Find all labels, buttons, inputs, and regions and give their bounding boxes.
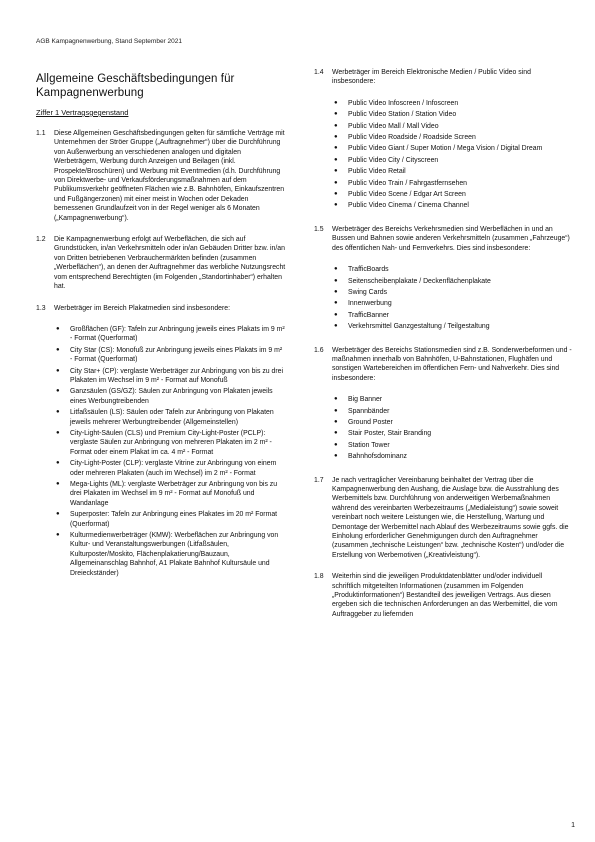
bullet-icon: ●	[56, 532, 60, 539]
paragraph-1-3	[36, 304, 286, 313]
bullet-icon: ●	[334, 266, 338, 273]
paragraph-1-5	[314, 225, 572, 253]
list-item: ● Stair Poster, Stair Branding	[334, 430, 432, 438]
paragraph-number: 1.3	[36, 304, 46, 312]
list-item: ● TrafficBanner	[334, 311, 389, 319]
section-heading: Ziffer 1 Vertragsgegenstand	[36, 108, 129, 117]
paragraph-1-1	[36, 129, 286, 223]
list-item: ● Station Tower	[334, 441, 390, 449]
bullet-icon: ●	[334, 122, 338, 129]
list-item: ● Innenwerbung	[334, 300, 392, 308]
list-item: ● Public Video Scene / Edgar Art Screen	[334, 191, 466, 199]
bullet-icon: ●	[334, 300, 338, 307]
document-title: Allgemeine Geschäftsbedingungen für Kampagnenwerbung	[36, 73, 235, 99]
bullet-icon: ●	[334, 323, 338, 330]
bullet-icon: ●	[334, 111, 338, 118]
bullet-icon: ●	[334, 277, 338, 284]
list-item: ● Verkehrsmittel Ganzgestaltung / Teilgestaltung	[334, 323, 490, 331]
bullet-icon: ●	[334, 407, 338, 414]
bullet-icon: ●	[334, 191, 338, 198]
bullet-icon: ●	[56, 325, 60, 332]
list-item: ● Public Video City / Cityscreen	[334, 156, 439, 164]
paragraph-text: Werbeträger des Bereichs Verkehrsmedien sind Werbeflächen in und an Bussen und Bahnen sowie anderen Verkehrsmitteln (zusammen „Fahrzeuge“) des öffentlichen Nah- und Fernverkehrs. Dies sind insbesondere:	[332, 225, 570, 252]
paragraph-number: 1.4	[314, 69, 324, 76]
list-item: ● Großflächen (GF): Tafeln zur Anbringung jeweils eines Plakats im 9 m² - Format (Querformat)	[56, 325, 285, 343]
list-item: ● Public Video Mall / Mall Video	[334, 122, 439, 130]
bullet-icon: ●	[334, 202, 338, 209]
paragraph-text: Werbeträger im Bereich Elektronische Medien / Public Video sind insbesondere:	[332, 69, 531, 86]
bullet-icon: ●	[334, 179, 338, 186]
paragraph-text: Weiterhin sind die jeweiligen Produktdatenblätter und/oder individuell schriftlich mitgeteilten Informationen (zusammen im Folgenden „Produktinformationen“) Bestandteil des jeweiligen Vertrags. Aus diesen ergeben sich die technischen Anforderungen an das Werbemittel, die vom Auftraggeber zu liefernden	[332, 573, 558, 618]
stationsmedien-list	[314, 395, 572, 461]
paragraph-text: Die Kampagnenwerbung erfolgt auf Werbeflächen, die sich auf Grundstücken, in/an Verkehrsmitteln oder in/an Gebäuden Dritter bzw. in/an von Dritten betriebenen Verbrauchermärkten befinden (zusammen „Werbeflächen“), an denen der Auftragnehmer das werbliche Nutzungsrecht vom entsprechend Berechtigten (im Folgenden „Standortinhaber“) erhalten hat.	[54, 236, 286, 291]
bullet-icon: ●	[334, 145, 338, 152]
list-item: ● Seitenscheibenplakate / Deckenflächenplakate	[334, 277, 491, 285]
page-number: 1	[571, 822, 575, 829]
list-item: ● Spannbänder	[334, 407, 390, 415]
paragraph-number: 1.8	[314, 573, 324, 581]
bullet-icon: ●	[334, 99, 338, 106]
bullet-icon: ●	[56, 429, 60, 436]
paragraph-1-4	[314, 68, 572, 87]
list-item: ● Superposter: Tafeln zur Anbringung eines Plakates im 20 m² Format (Querformat)	[56, 511, 278, 528]
list-item: ● Public Video Infoscreen / Infoscreen	[334, 99, 459, 107]
bullet-icon: ●	[56, 460, 60, 467]
list-item: ● Kulturmedienwerbeträger (KMW): Werbeflächen zur Anbringung von Kultur- und Veranstaltungswerbungen (Litfaßsäulen, Kulturposter/Moskito, Flächenplakatierung/Bauzaun, Allgemeinanschlag Bahnhof, A1 Plakate Bahnhof Kultursäule und Dreieckständer)	[56, 532, 279, 577]
paragraph-text: Werbeträger des Bereichs Stationsmedien sind z.B. Sonderwerbeformen und -maßnahmen innerhalb von Bahnhöfen, U-Bahnstationen, Flughäfen und sonstigen Wartebereichen im öffentlichen Fern- und Nahverkehr. Dies sind insbesondere:	[332, 346, 572, 382]
paragraph-number: 1.1	[36, 130, 46, 137]
bullet-icon: ●	[56, 511, 60, 518]
list-item: ● TrafficBoards	[334, 266, 389, 274]
list-item: ● Public Video Giant / Super Motion / Mega Vision / Digital Dream	[334, 145, 543, 153]
paragraph-text: Je nach vertraglicher Vereinbarung beinhaltet der Vertrag über die Kampagnenwerbung den Aushang, die Auslage bzw. die Ausstrahlung des Werbemittels bzw. Durchführung von anderweitigen Werbemaßnahmen während des vereinbarten Werbezeitraums („Medialeistung“) sowie soweit vereinbart noch weitere Leistungen wie, die Herstellung, Wartung und Demontage der Werbemittel nach Ablauf des Werbezeitraums sowie ggfs. die Einholung erforderlicher Genehmigungen durch den Auftragnehmer (zusammen „technische Leistungen“ bzw. „technische Kosten“) und/oder die Erstellung von Werbemotiven („Kreativleistung“).	[332, 476, 569, 559]
paragraph-1-7	[314, 476, 572, 561]
list-item: ● City-Light-Poster (CLP): verglaste Vitrine zur Anbringung von einem oder mehreren Plakaten (auch im Wechsel) im 2 m² - Format	[56, 460, 277, 477]
bullet-icon: ●	[334, 288, 338, 295]
plakatmedien-list	[36, 325, 286, 578]
paragraph-number: 1.2	[36, 236, 46, 244]
bullet-icon: ●	[334, 311, 338, 318]
bullet-icon: ●	[334, 168, 338, 175]
bullet-icon: ●	[334, 418, 338, 425]
list-item: ● Bahnhofsdominanz	[334, 453, 407, 461]
paragraph-number: 1.6	[314, 346, 324, 354]
paragraph-text: Diese Allgemeinen Geschäftsbedingungen gelten für sämtliche Verträge mit Unternehmen der Ströer Gruppe („Auftragnehmer“) über die Durchführung von Außenwerbung an verschiedenen analogen und digitalen Werbeträgern, Werbung durch Anzeigen und Beilagen (inkl. Prospekte/Broschüren) und Werbung mit Eventmedien (d.h. Durchführung von Direktwerbe- und Verkaufsförderungsmaßnahmen auf dem Publikumsverkehr geöffneten Flächen wie z.B. Bahnhöfen, Einkaufszentren und Fußgängerzonen) mit einer meist in Wochen oder Dekaden bemessenen Grundlaufzeit von in der Regel weniger als 6 Monaten („Kampagnenwerbung“).	[54, 130, 285, 222]
bullet-icon: ●	[334, 396, 338, 403]
bullet-icon: ●	[56, 346, 60, 353]
list-item: ● Ganzsäulen (GS/GZ): Säulen zur Anbringung von Plakaten jeweils eines Werbungtreibenden	[56, 388, 273, 405]
paragraph-text: Werbeträger im Bereich Plakatmedien sind insbesondere:	[54, 304, 231, 312]
bullet-icon: ●	[334, 430, 338, 437]
list-item: ● Public Video Retail	[334, 168, 406, 176]
paragraph-1-2	[36, 235, 286, 291]
bullet-icon: ●	[56, 409, 60, 416]
left-column	[36, 68, 286, 592]
list-item: ● City-Light-Säulen (CLS) und Premium City-Light-Poster (PCLP): verglaste Säulen zur Anbringung von mehreren Plakaten im 2 m² - Format oder einem Plakat im ca. 4 m² - Format	[56, 429, 272, 456]
bullet-icon: ●	[334, 441, 338, 448]
bullet-icon: ●	[56, 481, 60, 487]
elektronische-medien-list	[314, 99, 572, 211]
list-item: ● Mega-Lights (ML): verglaste Werbeträger zur Anbringung von bis zu drei Plakaten im Wechsel im 9 m² - Format auf Monofuß und Wandanlage	[56, 481, 278, 507]
list-item: ● Big Banner	[334, 396, 383, 404]
list-item: ● Litfaßsäulen (LS): Säulen oder Tafeln zur Anbringung von Plakaten jeweils mehrerer Werbungtreibender (Allgemeinstellen)	[56, 409, 274, 426]
list-item: ● Public Video Train / Fahrgastfernsehen	[334, 179, 467, 187]
right-column	[314, 68, 572, 631]
verkehrsmedien-list	[314, 265, 572, 331]
bullet-icon: ●	[334, 453, 338, 460]
paragraph-number: 1.5	[314, 225, 324, 233]
bullet-icon: ●	[56, 388, 60, 395]
list-item: ● Swing Cards	[334, 288, 388, 296]
list-item: ● Ground Poster	[334, 418, 393, 426]
list-item: ● Public Video Station / Station Video	[334, 111, 457, 119]
list-item: ● City Star (CS): Monofuß zur Anbringung jeweils eines Plakats im 9 m² - Format (Querformat)	[56, 346, 283, 364]
bullet-icon: ●	[56, 367, 60, 374]
document-header: AGB Kampagnenwerbung, Stand September 2021	[36, 38, 182, 45]
list-item: ● Public Video Cinema / Cinema Channel	[334, 202, 469, 210]
paragraph-1-8	[314, 572, 572, 619]
bullet-icon: ●	[334, 134, 338, 141]
list-item: ● City Star+ (CP): verglaste Werbeträger zur Anbringung von bis zu drei Plakaten im Wechsel im 9 m² - Format auf Monofuß	[56, 367, 284, 384]
paragraph-number: 1.7	[314, 476, 324, 484]
list-item: ● Public Video Roadside / Roadside Screen	[334, 134, 476, 142]
bullet-icon: ●	[334, 156, 338, 163]
paragraph-1-6	[314, 346, 572, 384]
